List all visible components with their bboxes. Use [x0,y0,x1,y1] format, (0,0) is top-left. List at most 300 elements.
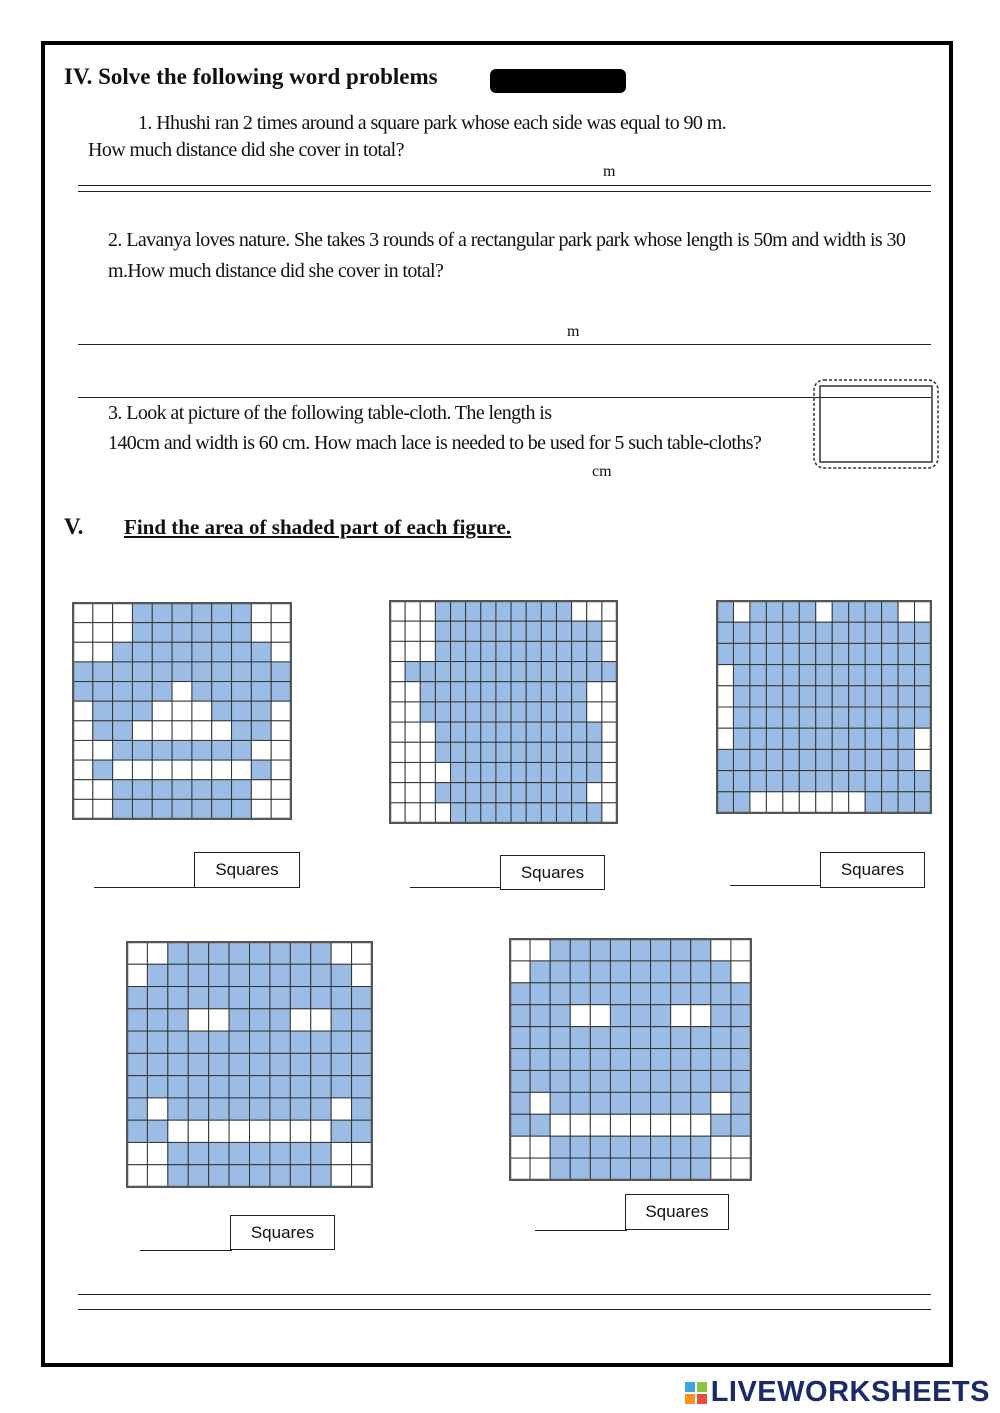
shaded-cell [882,771,898,792]
shaded-cell [188,1053,208,1075]
shaded-cell [590,1027,610,1049]
shaded-cell [816,622,832,643]
grid-cell [405,621,420,641]
answer-line-5[interactable] [535,1230,627,1231]
shaded-cell [898,771,914,792]
shaded-cell [271,662,291,682]
grid-cell [229,1120,249,1142]
grid-cell [152,760,172,780]
grid-cell [420,621,435,641]
logo-mark-icon [685,1382,707,1404]
grid-cell [270,1120,290,1142]
shaded-cell [435,702,450,722]
grid-cell [602,742,617,762]
shaded-cell [511,662,526,682]
shaded-cell [250,1053,270,1075]
shaded-cell [147,987,167,1009]
shaded-cell [898,643,914,664]
shaded-cell [229,1031,249,1053]
shaded-cell [481,803,496,823]
grid-cell [832,792,848,813]
grid-cell [510,961,530,983]
shaded-cell [152,642,172,662]
shaded-cell [466,742,481,762]
grid-cell [290,1009,310,1031]
shaded-cell [209,1098,229,1120]
shaded-cell [570,1049,590,1071]
shaded-cell [420,702,435,722]
shaded-cell [311,1053,331,1075]
shaded-cell [152,662,172,682]
shaded-cell [481,682,496,702]
grid-cell [717,707,733,728]
grid-cell [251,623,271,643]
grid-cell [711,1158,731,1180]
shaded-cell [590,1049,610,1071]
shaded-cell [192,740,212,760]
shaded-cell [832,665,848,686]
shaded-cell [270,987,290,1009]
grid-cell [602,641,617,661]
shaded-cell [526,682,541,702]
shaded-cell [717,792,733,813]
shaded-cell [496,722,511,742]
shaded-cell [147,1076,167,1098]
shaded-cell [152,623,172,643]
shaded-cell [766,749,782,770]
grid-cell [331,942,351,964]
answer-line-4[interactable] [140,1250,232,1251]
shaded-cell [352,1120,372,1142]
shaded-cell [733,749,749,770]
grid-cell [651,1114,671,1136]
shaded-cell [113,721,133,741]
shaded-cell [511,783,526,803]
shaded-cell [127,987,147,1009]
shaded-cell [572,722,587,742]
grid-cell [717,686,733,707]
grid-cell [420,783,435,803]
shaded-cell [610,939,630,961]
grid-cell [232,760,252,780]
shaded-cell [898,686,914,707]
shaded-cell [192,662,212,682]
grid-cell [209,1009,229,1031]
grid-cell [127,1165,147,1187]
shaded-cell [570,1027,590,1049]
grid-cell [390,803,405,823]
shaded-cell [541,783,556,803]
shaded-cell [232,780,252,800]
grid-cell [816,792,832,813]
shaded-cell [511,682,526,702]
shaded-cell [168,987,188,1009]
shaded-cell [212,662,232,682]
q3-line-1: 3. Look at picture of the following table-cloth. The length is [108,402,552,424]
shaded-cell [570,1070,590,1092]
shaded-cell [93,721,113,741]
grid-cell [420,762,435,782]
shaded-cell [212,642,232,662]
grid-cell [602,601,617,621]
shaded-cell [132,701,152,721]
grid-cell [405,722,420,742]
shaded-cell [352,1009,372,1031]
shaded-cell [172,662,192,682]
grid-cell [152,721,172,741]
shaded-cell [816,707,832,728]
redaction-bar [490,69,626,93]
grid-cell [331,1142,351,1164]
shaded-cell [691,1027,711,1049]
shaded-cell [731,1092,751,1114]
shaded-cell [691,1049,711,1071]
shaded-cell [832,622,848,643]
shaded-cell [251,701,271,721]
shaded-cell [311,1142,331,1164]
grid-cell [691,1005,711,1027]
grid-cell [290,1120,310,1142]
shaded-cell [511,742,526,762]
shaded-cell [849,686,865,707]
grid-cell [271,642,291,662]
shaded-cell [147,1053,167,1075]
shaded-cell [671,1158,691,1180]
q2-line-2: m.How much distance did she cover in total? [108,260,444,282]
shaded-cell [168,1053,188,1075]
shaded-cell [496,702,511,722]
grid-cell [602,621,617,641]
grid-cell [405,742,420,762]
grid-cell [168,1120,188,1142]
shaded-cell [420,662,435,682]
shaded-cell [631,1070,651,1092]
shaded-cell [671,1027,691,1049]
shaded-cell [799,622,815,643]
shaded-cell [651,1005,671,1027]
shaded-cell [331,1053,351,1075]
grid-cell [420,722,435,742]
grid-cell [390,722,405,742]
shaded-cell [750,622,766,643]
shaded-cell [750,749,766,770]
shaded-cell [731,1049,751,1071]
grid-cell [915,728,931,749]
shaded-cell [882,749,898,770]
grid-cell [271,799,291,819]
shaded-cell [526,702,541,722]
grid-cell [271,701,291,721]
grid-cell [420,641,435,661]
grid-cell [733,601,749,622]
shaded-cell [212,780,232,800]
shaded-cell [451,621,466,641]
grid-cell [898,601,914,622]
shaded-cell [711,1049,731,1071]
shaded-cell [331,987,351,1009]
shaded-cell [352,1053,372,1075]
shaded-cell [435,722,450,742]
answer-line-3[interactable] [730,885,822,886]
shaded-cell [610,1027,630,1049]
shaded-cell [93,662,113,682]
shaded-cell [466,762,481,782]
shaded-cell [209,987,229,1009]
shaded-cell [270,1053,290,1075]
shaded-cell [631,1136,651,1158]
shaded-cell [152,682,172,702]
shaded-cell [766,665,782,686]
q2-answer-line[interactable] [78,344,931,345]
shaded-cell [526,621,541,641]
shaded-cell [691,961,711,983]
shaded-cell [511,762,526,782]
shaded-cell [188,1076,208,1098]
shaded-cell [232,662,252,682]
q2-unit: m [567,323,580,340]
grid-cell [93,642,113,662]
grid-cell [602,722,617,742]
shaded-cell [610,1136,630,1158]
shaded-cell [733,771,749,792]
shaded-cell [496,641,511,661]
grid-cell [192,760,212,780]
shaded-cell [496,621,511,641]
grid-cell [405,601,420,621]
shaded-cell [311,1098,331,1120]
shaded-cell [865,601,881,622]
shaded-cell [466,783,481,803]
shaded-cell [733,707,749,728]
shaded-cell [550,1049,570,1071]
shaded-cell [849,749,865,770]
shaded-cell [530,961,550,983]
shaded-cell [420,682,435,702]
shaded-cell [587,803,602,823]
shaded-cell [290,1053,310,1075]
shaded-cell [192,682,212,702]
shaded-cell [898,707,914,728]
shaded-cell [232,642,252,662]
grid-cell [610,1114,630,1136]
shaded-cell [631,1092,651,1114]
grid-cell [766,792,782,813]
shaded-cell [590,961,610,983]
shaded-cell [93,760,113,780]
shaded-cell [541,682,556,702]
shaded-cell [556,641,571,661]
shaded-cell [733,792,749,813]
shaded-cell [816,643,832,664]
shaded-cell [530,1070,550,1092]
shaded-cell [435,601,450,621]
shaded-cell [570,1136,590,1158]
grid-cell [731,1158,751,1180]
q1-answer-line[interactable] [78,185,931,186]
shaded-cell [556,621,571,641]
grid-cell [251,780,271,800]
shaded-cell [511,803,526,823]
shaded-cell [290,1142,310,1164]
shaded-cell [209,942,229,964]
answer-line-2[interactable] [410,887,502,888]
shaded-cell [766,707,782,728]
shaded-cell [331,1076,351,1098]
shaded-cell [251,642,271,662]
grid-cell [915,749,931,770]
grid-cell [188,1120,208,1142]
shaded-cell [898,622,914,643]
shaded-cell [168,1009,188,1031]
shaded-cell [270,1165,290,1187]
shaded-cell [229,1053,249,1075]
shaded-cell [435,621,450,641]
shaded-cell [147,1031,167,1053]
shaded-cell [731,983,751,1005]
shaded-cell [127,1120,147,1142]
shaded-cell [192,623,212,643]
grid-cell [127,1142,147,1164]
shaded-cell [717,622,733,643]
grid-cell [212,760,232,780]
shaded-cell [550,1070,570,1092]
shaded-cell [731,1027,751,1049]
shaded-cell [832,749,848,770]
shaded-cell [188,987,208,1009]
shaded-cell [93,682,113,702]
grid-cell [147,1098,167,1120]
shaded-cell [631,1027,651,1049]
shaded-cell [590,939,610,961]
grid-cell [113,623,133,643]
grid-cell [590,1005,610,1027]
shaded-cell [832,686,848,707]
shaded-cell [232,603,252,623]
logo-text: LIVEWORKSHEETS [710,1376,990,1408]
shaded-cell [435,742,450,762]
shaded-cell [209,1076,229,1098]
shaded-cell [172,623,192,643]
shaded-cell [691,1070,711,1092]
shaded-cell [556,762,571,782]
shaded-cell [510,1092,530,1114]
shaded-cell [127,1053,147,1075]
shaded-cell [691,1158,711,1180]
shaded-cell [541,803,556,823]
shaded-cell [832,643,848,664]
shaded-cell [132,623,152,643]
grid-cell [147,942,167,964]
shaded-cell [556,783,571,803]
grid-cell [587,682,602,702]
shaded-cell [168,1031,188,1053]
grid-cell [631,1114,651,1136]
grid-cell [420,601,435,621]
shaded-cell [209,1053,229,1075]
shaded-cell [127,1031,147,1053]
shaded-cell [229,987,249,1009]
shaded-cell [511,702,526,722]
shaded-cell [466,803,481,823]
shaded-cell [733,665,749,686]
shaded-cell [651,939,671,961]
answer-line-1[interactable] [94,887,198,888]
grid-cell [711,1092,731,1114]
shaded-figure-3 [716,600,932,814]
shaded-cell [570,1158,590,1180]
shaded-cell [290,1165,310,1187]
shaded-cell [550,1005,570,1027]
shaded-cell [799,707,815,728]
shaded-cell [651,1049,671,1071]
q3-unit: cm [592,463,612,480]
shaded-cell [229,1165,249,1187]
shaded-cell [530,1114,550,1136]
shaded-cell [113,642,133,662]
shaded-cell [691,1136,711,1158]
grid-cell [849,792,865,813]
shaded-cell [510,1005,530,1027]
shaded-cell [799,686,815,707]
shaded-cell [481,621,496,641]
shaded-cell [229,1142,249,1164]
shaded-cell [435,641,450,661]
shaded-cell [915,771,931,792]
shaded-cell [451,742,466,762]
shaded-cell [510,1070,530,1092]
shaded-cell [882,792,898,813]
shaded-cell [783,643,799,664]
shaded-cell [711,961,731,983]
grid-cell [570,1005,590,1027]
shaded-cell [750,707,766,728]
shaded-cell [188,942,208,964]
shaded-cell [572,641,587,661]
shaded-cell [570,1092,590,1114]
shaded-cell [783,601,799,622]
grid-cell [405,641,420,661]
grid-cell [73,721,93,741]
shaded-cell [651,1136,671,1158]
grid-cell [405,803,420,823]
shaded-cell [631,1005,651,1027]
shaded-cell [526,783,541,803]
shaded-cell [168,942,188,964]
shaded-cell [711,983,731,1005]
shaded-cell [209,1165,229,1187]
shaded-cell [750,686,766,707]
shaded-cell [587,621,602,641]
shaded-cell [556,803,571,823]
grid-cell [530,1092,550,1114]
shaded-cell [570,983,590,1005]
shaded-figure-5 [509,938,752,1181]
shaded-cell [541,702,556,722]
grid-cell [731,939,751,961]
grid-cell [192,721,212,741]
shaded-cell [572,662,587,682]
grid-cell [602,702,617,722]
shaded-cell [572,621,587,641]
grid-cell [390,641,405,661]
q1-line-1: 1. Hhushi ran 2 times around a square park whose each side was equal to 90 m. [138,112,727,134]
shaded-cell [270,1031,290,1053]
shaded-cell [610,1158,630,1180]
grid-cell [731,961,751,983]
shaded-cell [510,983,530,1005]
grid-cell [271,721,291,741]
shaded-cell [530,983,550,1005]
